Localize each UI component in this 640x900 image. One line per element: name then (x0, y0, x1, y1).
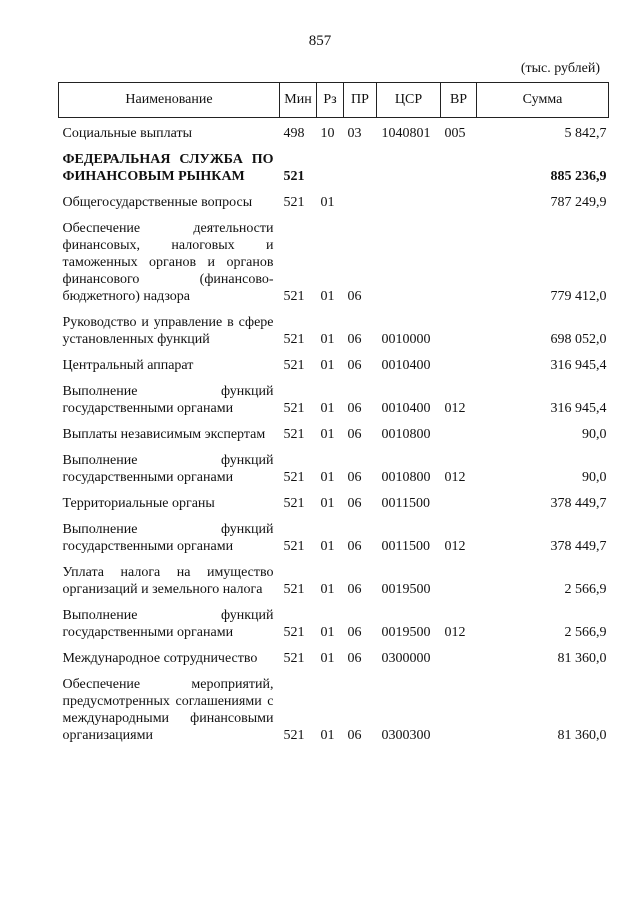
row-rz: 01 (320, 582, 335, 597)
row-pr: 06 (347, 332, 362, 347)
row-vr (441, 305, 477, 348)
row-name: Руководство и управление в сфере установленных функций (62, 315, 274, 347)
row-vr: 012 (444, 470, 466, 485)
row-min: 521 (283, 582, 305, 597)
row-vr (441, 142, 477, 185)
row-min: 521 (283, 358, 305, 373)
row-pr: 06 (347, 539, 362, 554)
row-rz: 01 (320, 496, 335, 511)
row-vr (441, 486, 477, 512)
row-vr (441, 348, 477, 374)
row-sum: 787 249,9 (550, 195, 607, 210)
table-row (59, 185, 609, 211)
row-sum: 378 449,7 (550, 496, 607, 511)
header-vr: ВР (441, 83, 477, 118)
header-rz: Рз (317, 83, 344, 118)
row-rz: 01 (320, 401, 335, 416)
row-vr (441, 641, 477, 667)
units-label: (тыс. рублей) (520, 61, 600, 76)
table-row (59, 348, 609, 374)
row-csr: 0019500 (381, 625, 431, 640)
row-rz: 01 (320, 625, 335, 640)
row-name: Центральный аппарат (62, 358, 194, 373)
row-csr: 0011500 (381, 539, 430, 554)
row-pr: 06 (347, 401, 362, 416)
row-csr (377, 211, 441, 305)
row-sum: 2 566,9 (564, 582, 607, 597)
table-row (59, 598, 609, 641)
row-pr: 06 (347, 625, 362, 640)
header-pr: ПР (344, 83, 377, 118)
row-name: Общегосударственные вопросы (62, 195, 253, 210)
row-csr: 0300300 (381, 728, 431, 743)
row-min: 521 (283, 169, 305, 184)
row-csr: 0010000 (381, 332, 431, 347)
row-rz (317, 142, 344, 185)
row-vr (441, 185, 477, 211)
row-min: 521 (283, 470, 305, 485)
row-sum: 316 945,4 (550, 358, 607, 373)
row-pr: 06 (347, 427, 362, 442)
row-pr: 06 (347, 651, 362, 666)
row-pr: 03 (347, 126, 362, 141)
table-row (59, 305, 609, 348)
page-number: 857 (308, 33, 332, 49)
row-min: 521 (283, 427, 305, 442)
row-name: Обеспечение мероприятий, предусмотренных соглашениями с международными финансовыми организациями (62, 677, 274, 743)
row-rz: 01 (320, 332, 335, 347)
table-row (59, 667, 609, 744)
row-vr (441, 667, 477, 744)
table-row (59, 142, 609, 185)
row-vr (441, 417, 477, 443)
row-vr (441, 555, 477, 598)
row-name: Выплаты независимым экспертам (62, 427, 266, 442)
row-name: Социальные выплаты (62, 126, 193, 141)
row-sum: 81 360,0 (557, 651, 607, 666)
row-min: 521 (283, 625, 305, 640)
row-rz: 01 (320, 289, 335, 304)
row-csr: 0010800 (381, 427, 431, 442)
row-min: 521 (283, 332, 305, 347)
row-sum: 90,0 (582, 470, 607, 485)
row-csr: 0010800 (381, 470, 431, 485)
row-sum: 378 449,7 (550, 539, 607, 554)
row-min: 521 (283, 195, 305, 210)
row-rz: 01 (320, 358, 335, 373)
header-csr: ЦСР (377, 83, 441, 118)
row-vr: 012 (444, 539, 466, 554)
header-sum: Сумма (477, 83, 609, 118)
row-sum: 885 236,9 (550, 169, 607, 184)
row-min: 521 (283, 728, 305, 743)
row-pr: 06 (347, 289, 362, 304)
row-min: 521 (283, 289, 305, 304)
row-sum: 779 412,0 (550, 289, 607, 304)
row-sum: 2 566,9 (564, 625, 607, 640)
table-row (59, 486, 609, 512)
row-name: ФЕДЕРАЛЬНАЯ СЛУЖБА ПО ФИНАНСОВЫМ РЫНКАМ (62, 152, 274, 184)
row-rz: 01 (320, 539, 335, 554)
row-sum: 90,0 (582, 427, 607, 442)
row-pr: 06 (347, 582, 362, 597)
row-sum: 81 360,0 (557, 728, 607, 743)
row-vr: 005 (444, 126, 466, 141)
row-pr: 06 (347, 470, 362, 485)
row-name: Обеспечение деятельности финансовых, налоговых и таможенных органов и органов финансового (финансово-бюджетного) надзора (62, 221, 274, 304)
table-header-row (59, 83, 609, 118)
row-rz: 01 (320, 728, 335, 743)
row-vr: 012 (444, 401, 466, 416)
row-pr (344, 142, 377, 185)
row-name: Международное сотрудничество (62, 651, 258, 666)
row-rz: 10 (320, 126, 335, 141)
row-name: Выполнение функций государственными органами (62, 608, 274, 640)
table-row (59, 374, 609, 417)
row-pr: 06 (347, 496, 362, 511)
table-row (59, 512, 609, 555)
row-min: 498 (283, 126, 305, 141)
row-rz: 01 (320, 427, 335, 442)
table-row (59, 118, 609, 143)
row-csr: 0010400 (381, 358, 431, 373)
row-sum: 698 052,0 (550, 332, 607, 347)
row-rz: 01 (320, 470, 335, 485)
row-pr: 06 (347, 358, 362, 373)
budget-table (58, 82, 609, 744)
row-csr: 0010400 (381, 401, 431, 416)
row-min: 521 (283, 496, 305, 511)
row-pr: 06 (347, 728, 362, 743)
row-rz: 01 (320, 195, 335, 210)
row-csr: 1040801 (381, 126, 431, 141)
row-min: 521 (283, 651, 305, 666)
row-min: 521 (283, 401, 305, 416)
header-min: Мин (280, 83, 317, 118)
row-rz: 01 (320, 651, 335, 666)
row-pr (344, 185, 377, 211)
row-sum: 5 842,7 (564, 126, 607, 141)
row-csr: 0300000 (381, 651, 431, 666)
table-row (59, 211, 609, 305)
row-name: Уплата налога на имущество организаций и земельного налога (62, 565, 274, 597)
table-row (59, 443, 609, 486)
row-name: Выполнение функций государственными органами (62, 522, 274, 554)
table-row (59, 555, 609, 598)
row-vr: 012 (444, 625, 466, 640)
table-row (59, 641, 609, 667)
row-name: Выполнение функций государственными органами (62, 384, 274, 416)
row-min: 521 (283, 539, 305, 554)
row-vr (441, 211, 477, 305)
table-row (59, 417, 609, 443)
row-name: Выполнение функций государственными органами (62, 453, 274, 485)
row-name: Территориальные органы (62, 496, 215, 511)
row-sum: 316 945,4 (550, 401, 607, 416)
row-csr (377, 185, 441, 211)
row-csr: 0019500 (381, 582, 431, 597)
row-csr: 0011500 (381, 496, 430, 511)
header-name: Наименование (59, 83, 280, 118)
row-csr (377, 142, 441, 185)
